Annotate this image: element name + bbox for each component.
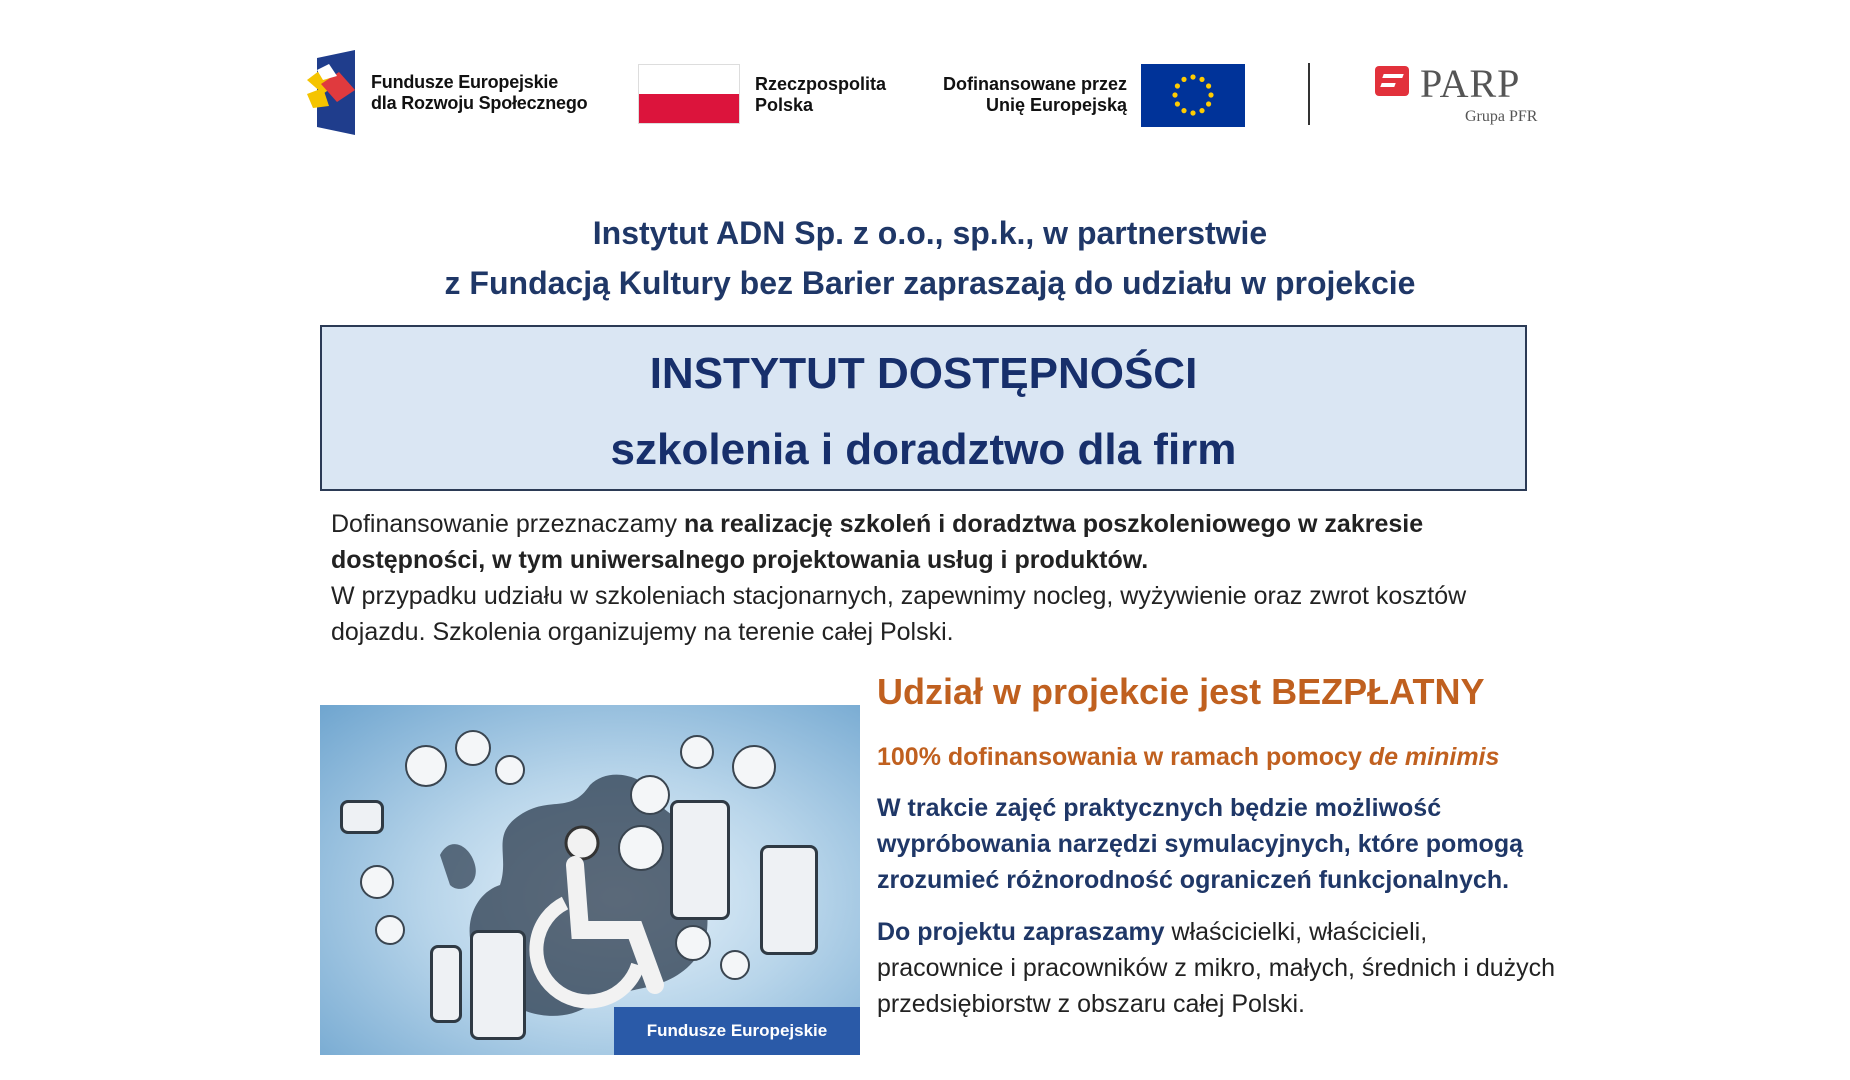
free-participation-heading: Udział w projekcie jest BEZPŁATNY: [877, 671, 1485, 712]
intro-heading: [300, 208, 1560, 308]
title-line2: szkolenia i doradztwo dla firm: [610, 425, 1237, 474]
calculator-device-icon: [470, 930, 526, 1040]
body-paragraph-2: W przypadku udziału w szkoleniach stacjonarnych, zapewnimy nocleg, wyżywienie oraz zwrot kosztów dojazdu. Szkolenia organizujemy na terenie całej Polski.: [331, 582, 1467, 646]
parp-subtitle: Grupa PFR: [1465, 108, 1538, 125]
image-caption-band: [614, 1007, 860, 1055]
invite-bold: Do projektu zapraszamy: [877, 918, 1165, 946]
gear-icon: [455, 730, 491, 766]
body-paragraph-1: [331, 506, 1531, 578]
fundusze-europejskie-logo: [305, 50, 605, 135]
fe-star-icon: [305, 50, 363, 135]
de-minimis-line: [877, 742, 1557, 772]
globe-icon: [618, 825, 664, 871]
image-caption: Fundusze Europejskie: [646, 1021, 828, 1040]
hand-icon: [495, 755, 525, 785]
logo-bar: [300, 50, 1560, 140]
sign-icon: [680, 735, 714, 769]
eu-flag-icon: [1141, 64, 1245, 127]
body-p1-normal: Dofinansowanie przeznaczamy: [331, 510, 684, 538]
wheelchair-icon: [520, 825, 690, 1015]
rp-logo-text: [755, 74, 886, 116]
rp-line1: Rzeczpospolita: [755, 74, 887, 94]
eu-line2: Unię Europejską: [985, 95, 1127, 115]
tablet-device-icon: [760, 845, 818, 955]
invite-normal: właścicielki, właścicieli, pracownice i pracowników z mikro, małych, średnich i dużych przedsiębiorstw z obszaru całej Polski.: [877, 918, 1556, 1018]
body-text: [331, 506, 1531, 650]
title-box: [320, 325, 1527, 491]
poland-flag-icon: [638, 64, 740, 124]
chat-icon: [720, 950, 750, 980]
intro-line1: Instytut ADN Sp. z o.o., sp.k., w partnerstwie: [592, 215, 1268, 251]
body-p1-bold: na realizację szkoleń i doradztwa poszkoleniowego w zakresie dostępności, w tym uniwersalnego projektowania usług i produktów.: [331, 510, 1424, 574]
eu-line1: Dofinansowane przez: [942, 74, 1127, 94]
accessibility-illustration: [320, 705, 860, 1055]
logo-divider: [1308, 63, 1310, 125]
intro-line2: z Fundacją Kultury bez Barier zapraszają do udziału w projekcie: [444, 265, 1416, 301]
parp-mark-icon: [1375, 66, 1409, 96]
right-column: [877, 670, 1557, 1022]
invitation-text: [877, 914, 1557, 1022]
parp-logo: [1375, 60, 1555, 130]
lightbulb-icon: [405, 745, 447, 787]
fe-logo-text: [371, 72, 587, 114]
phone-device-icon: [670, 800, 730, 920]
audio-icon: [375, 915, 405, 945]
fe-line1: Fundusze Europejskie: [371, 72, 559, 92]
rp-line2: Polska: [755, 95, 814, 115]
demin-italic: de minimis: [1368, 743, 1500, 771]
wheelchair-small-icon: [675, 925, 711, 961]
demin-normal: 100% dofinansowania w ramach pomocy: [877, 743, 1369, 771]
eye-icon: [732, 745, 776, 789]
fe-line2: dla Rozwoju Społecznego: [371, 93, 588, 113]
eu-logo-text: [900, 74, 1127, 116]
braille-icon: [360, 865, 394, 899]
ear-icon: [630, 775, 670, 815]
practical-info: W trakcie zajęć praktycznych będzie możliwość wypróbowania narzędzi symulacyjnych, które pomogą zrozumieć różnorodność ograniczeń funkcjonalnych.: [877, 794, 1523, 894]
remote-device-icon: [430, 945, 462, 1023]
title-line1: INSTYTUT DOSTĘPNOŚCI: [649, 349, 1198, 398]
parp-word: PARP: [1420, 61, 1521, 106]
screen-device-icon: [340, 800, 384, 834]
